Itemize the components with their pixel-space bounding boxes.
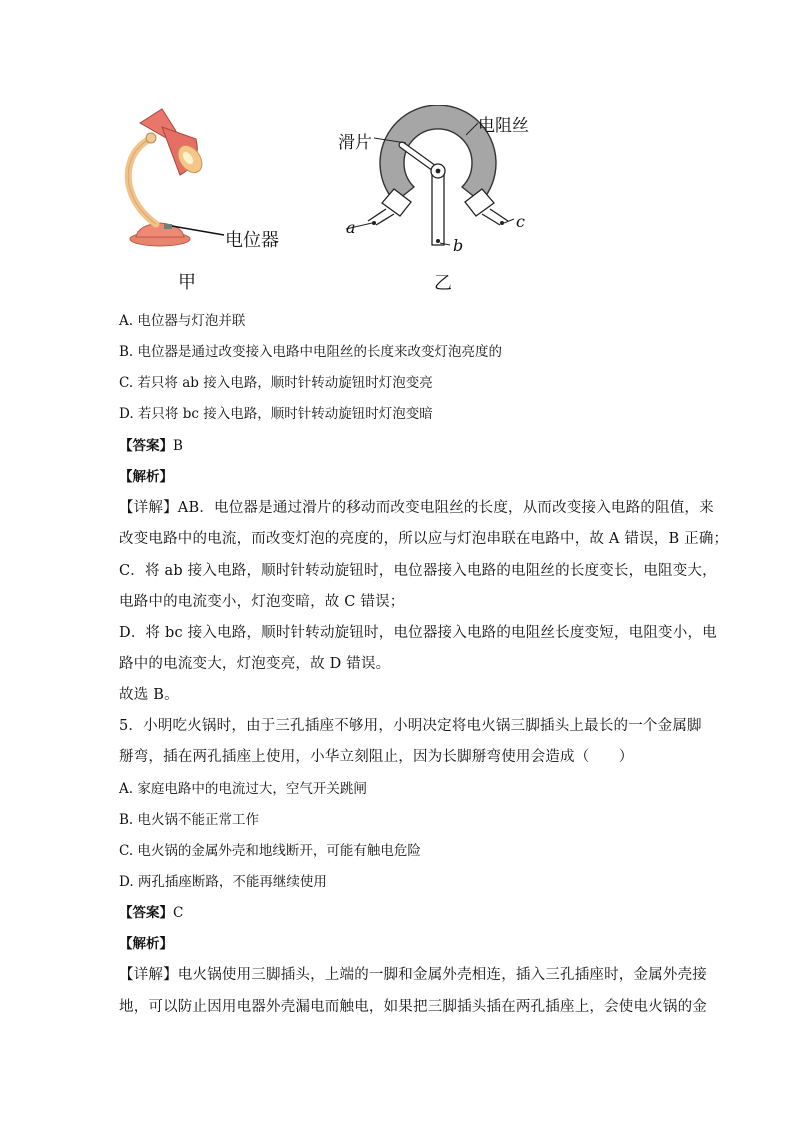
figure-drawing — [110, 105, 560, 305]
q4-analysis-tag: 【解析】 — [119, 469, 173, 485]
lamp-label: 电位器 — [225, 230, 279, 251]
q5-stem-line: 掰弯，插在两孔插座上使用，小华立刻阻止，因为长脚掰弯使用会造成（ ） — [119, 749, 634, 765]
q5-analysis-tag: 【解析】 — [119, 936, 173, 952]
q4-answer — [119, 436, 183, 456]
q5-detail-line: 地，可以防止因用电器外壳漏电而触电，如果把三脚插头插在两孔插座上，会使电火锅的金 — [119, 999, 707, 1015]
q4-detail-line: D．将 bc 接入电路，顺时针转动旋钮时，电位器接入电路的电阻丝长度变短，电阻变小，电 — [119, 625, 717, 641]
q4-detail-line: 【详解】AB．电位器是通过滑片的移动而改变电阻丝的长度，从而改变接入电路的阻值，来 — [119, 500, 714, 516]
wire-label: 电阻丝 — [478, 116, 529, 136]
caption-yi: 乙 — [434, 273, 452, 294]
q5-option-c: C. 电火锅的金属外壳和地线断开，可能有触电危险 — [119, 843, 421, 859]
q5-stem-line: 5．小明吃火锅时，由于三孔插座不够用，小明决定将电火锅三脚插头上最长的一个金属脚 — [119, 718, 702, 734]
q4-detail-line: 路中的电流变大，灯泡变亮，故 D 错误。 — [119, 656, 391, 672]
terminal-a-label: a — [346, 218, 356, 237]
q5-option-a: A. 家庭电路中的电流过大，空气开关跳闸 — [119, 781, 367, 797]
caption-jia: 甲 — [178, 272, 196, 293]
q5-answer — [119, 903, 183, 923]
q5-option-b: B. 电火锅不能正常工作 — [119, 812, 260, 828]
q4-detail-line: C．将 ab 接入电路，顺时针转动旋钮时，电位器接入电路的电阻丝的长度变长，电阻变大， — [119, 563, 717, 579]
q5-detail-line: 【详解】电火锅使用三脚插头，上端的一脚和金属外壳相连，插入三孔插座时，金属外壳接 — [119, 967, 707, 983]
q5-option-d: D. 两孔插座断路，不能再继续使用 — [119, 874, 327, 890]
question-figure — [110, 105, 560, 305]
slider-label: 滑片 — [338, 133, 372, 153]
answer-tag: 【答案】 — [119, 905, 173, 921]
answer-tag: 【答案】 — [119, 438, 173, 454]
answer-value: B — [173, 438, 183, 454]
q4-option-d: D. 若只将 bc 接入电路，顺时针转动旋钮时灯泡变暗 — [119, 406, 433, 422]
q4-option-c: C. 若只将 ab 接入电路，顺时针转动旋钮时灯泡变亮 — [119, 375, 433, 391]
desk-lamp-icon — [128, 109, 224, 246]
answer-value: C — [173, 905, 184, 921]
q4-detail-line: 电路中的电流变小，灯泡变暗，故 C 错误； — [119, 594, 405, 610]
q4-detail-line: 故选 B。 — [119, 687, 179, 703]
q4-detail-line: 改变电路中的电流，而改变灯泡的亮度的，所以应与灯泡串联在电路中，故 A 错误，B 正确； — [119, 531, 729, 547]
q4-option-a: A. 电位器与灯泡并联 — [119, 313, 246, 329]
terminal-c-label: c — [516, 212, 525, 231]
q4-option-b: B. 电位器是通过改变接入电路中电阻丝的长度来改变灯泡亮度的 — [119, 344, 503, 360]
terminal-b-label: b — [453, 236, 464, 255]
